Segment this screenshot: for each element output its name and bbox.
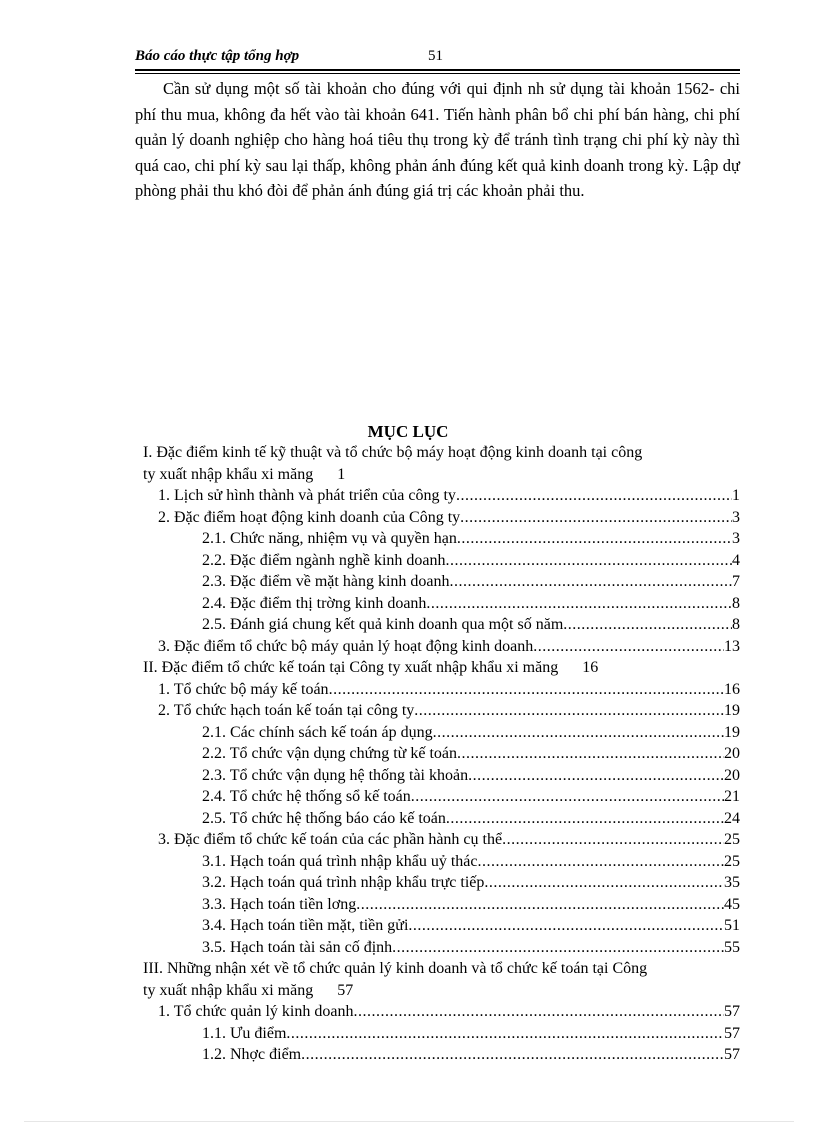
toc-entry-text: 2. Đặc điểm hoạt động kinh doanh của Công ty: [158, 508, 461, 526]
toc-leader: [502, 829, 724, 851]
toc-section-heading: I. Đặc điểm kinh tế kỹ thuật và tổ chức bộ máy hoạt động kinh doanh tại công: [143, 444, 643, 461]
toc-entry-page: 55: [724, 938, 740, 956]
toc-entry: [143, 829, 740, 851]
header-title: Báo cáo thực tập tổng hợp: [135, 48, 300, 64]
toc-section-page: 16: [582, 659, 599, 676]
toc-title: MỤC LỤC: [367, 422, 449, 441]
toc-entry-page: 19: [724, 723, 740, 741]
toc-leader: [392, 937, 724, 959]
toc-entry-page: 16: [724, 680, 740, 698]
toc-entry: [143, 937, 740, 959]
toc-entry: [143, 786, 740, 808]
toc-section-page: 57: [337, 981, 354, 999]
toc-entry-page: 57: [724, 1024, 740, 1042]
toc-leader: [329, 679, 724, 701]
toc-entry: [143, 593, 740, 615]
toc-entry-page: 25: [724, 852, 740, 870]
toc-leader: [426, 593, 732, 615]
toc-leader: [457, 743, 724, 765]
toc-entry-page: 8: [732, 594, 740, 612]
toc-entry-text: 1. Tổ chức quản lý kinh doanh: [158, 1003, 354, 1020]
toc-entry: [143, 722, 740, 744]
toc-section-heading: III. Những nhận xét về tổ chức quản lý kinh doanh và tổ chức kế toán tại Công: [143, 960, 648, 977]
toc-entry-text: 2.4. Tổ chức hệ thống sổ kế toán: [202, 788, 411, 805]
footer-rule: [24, 1121, 794, 1122]
toc-leader: [457, 528, 732, 550]
toc-entry: [143, 808, 740, 830]
toc-entry: [143, 614, 740, 636]
toc-entry-text: 2.1. Các chính sách kế toán áp dụng: [202, 723, 433, 741]
toc-entry-page: 8: [732, 616, 740, 633]
toc-leader: [414, 700, 724, 722]
toc-entry-text: 1. Tổ chức bộ máy kế toán: [158, 680, 329, 698]
toc-entry-page: 57: [724, 1046, 740, 1063]
toc-leader: [468, 765, 724, 787]
toc-entry: [143, 1023, 740, 1045]
toc-entry-text: 3.4. Hạch toán tiền mặt, tiền gửi: [202, 917, 409, 934]
toc-entry-page: 24: [724, 809, 740, 827]
toc-entry-page: 20: [724, 766, 740, 784]
toc-leader: [477, 851, 724, 873]
toc-entry-page: 35: [724, 874, 740, 891]
toc-leader: [286, 1023, 724, 1045]
toc-entry-page: 3: [732, 530, 740, 547]
toc-entry-page: 1: [732, 487, 740, 504]
toc-entry-text: 3.2. Hạch toán quá trình nhập khẩu trực tiếp: [202, 874, 485, 891]
toc-entry-text: 1. Lịch sử hình thành và phát triển của công ty: [158, 487, 456, 504]
toc-entry-page: 7: [732, 573, 740, 590]
toc-entry-text: 2.5. Tổ chức hệ thống báo cáo kế toán: [202, 809, 446, 827]
toc-entry-page: 3: [732, 508, 740, 526]
toc-entry: [143, 528, 740, 550]
toc-entry: [143, 485, 740, 507]
toc-entry: [143, 872, 740, 894]
toc-leader: [353, 1001, 724, 1023]
toc-leader: [408, 915, 724, 937]
toc-entry-text: 2.2. Tổ chức vận dụng chứng từ kế toán: [202, 745, 457, 762]
toc-section-heading-continued: [143, 464, 740, 486]
toc-entry-page: 57: [724, 1003, 740, 1020]
toc-entry: [143, 550, 740, 572]
toc-section-heading-continued: [143, 980, 740, 1002]
header-rule-thick: [135, 69, 740, 71]
toc-leader: [460, 507, 732, 529]
header-page-number: 51: [428, 48, 443, 64]
toc-section-heading-text: II. Đặc điểm tổ chức kế toán tại Công ty xuất nhập khẩu xi măng: [143, 659, 559, 676]
toc-entry: [143, 1044, 740, 1066]
toc-entry: [143, 1001, 740, 1023]
toc-entry-text: 2.5. Đánh giá chung kết quả kinh doanh qua một số năm: [202, 616, 564, 633]
toc-entry-page: 25: [724, 831, 740, 848]
toc-entry-text: 3.1. Hạch toán quá trình nhập khẩu uỷ thác: [202, 852, 478, 870]
toc-entry: [143, 679, 740, 701]
toc-entry-page: 51: [724, 917, 740, 934]
toc-section-heading-tail: ty xuất nhập khẩu xi măng: [143, 981, 314, 999]
table-of-contents: [143, 442, 740, 1066]
toc-entry-text: 2.1. Chức năng, nhiệm vụ và quyền hạn: [202, 530, 457, 547]
toc-entry-text: 3.3. Hạch toán tiền lơng: [202, 895, 357, 913]
toc-entry-text: 3.5. Hạch toán tài sản cố định: [202, 938, 393, 956]
toc-leader: [450, 571, 733, 593]
toc-entry-page: 19: [724, 702, 740, 719]
toc-leader: [446, 550, 733, 572]
toc-entry-text: 1.1. Ưu điểm: [202, 1024, 287, 1042]
toc-entry-page: 45: [724, 895, 740, 913]
toc-entry: [143, 915, 740, 937]
header-rule-thin: [135, 73, 740, 74]
body-paragraph: Cần sử dụng một số tài khoản cho đúng với qui định nh sử dụng tài khoản 1562- chi phí thu mua, không đa hết vào tài khoản 641. Tiến hành phân bổ chi phí bán hàng, chi phí quản lý doanh nghiệp cho hàng hoá tiêu thụ trong kỳ để tránh tình trạng chi phí kỳ này thì quá cao, chi phí kỳ sau lại thấp, không phản ánh đúng kết quả kinh doanh trong kỳ. Lập dự phòng phải thu khó đòi để phản ánh đúng giá trị các khoản phải thu.: [135, 79, 740, 201]
toc-entry-text: 2. Tổ chức hạch toán kế toán tại công ty: [158, 702, 415, 719]
toc-entry: [143, 700, 740, 722]
toc-leader: [456, 485, 732, 507]
toc-entry-page: 13: [724, 637, 740, 655]
toc-entry-page: 20: [724, 745, 740, 762]
toc-entry-page: 21: [724, 788, 740, 805]
toc-entry: [143, 507, 740, 529]
toc-entry: [143, 636, 740, 658]
toc-entry-text: 2.3. Tổ chức vận dụng hệ thống tài khoản: [202, 766, 469, 784]
toc-entry-text: 2.2. Đặc điểm ngành nghề kinh doanh: [202, 551, 446, 569]
toc-entry: [143, 765, 740, 787]
toc-leader: [563, 614, 732, 636]
toc-entry-text: 1.2. Nhợc điểm: [202, 1046, 302, 1063]
toc-entry-text: 3. Đặc điểm tổ chức kế toán của các phần hành cụ thể: [158, 831, 503, 848]
toc-leader: [411, 786, 724, 808]
toc-section-heading-tail: ty xuất nhập khẩu xi măng: [143, 465, 314, 483]
toc-leader: [484, 872, 724, 894]
toc-entry-text: 3. Đặc điểm tổ chức bộ máy quản lý hoạt động kinh doanh: [158, 637, 534, 655]
toc-entry: [143, 851, 740, 873]
toc-entry: [143, 894, 740, 916]
toc-section-page: 1: [337, 465, 346, 483]
toc-leader: [356, 894, 724, 916]
toc-leader: [301, 1044, 724, 1066]
toc-entry: [143, 743, 740, 765]
toc-entry-text: 2.3. Đặc điểm về mặt hàng kinh doanh: [202, 573, 450, 590]
toc-entry: [143, 571, 740, 593]
toc-entry-page: 4: [732, 551, 740, 569]
toc-entry-text: 2.4. Đặc điểm thị trờng kinh doanh: [202, 594, 427, 612]
toc-leader: [446, 808, 724, 830]
toc-leader: [433, 722, 724, 744]
toc-section-heading: [143, 657, 740, 679]
toc-leader: [533, 636, 724, 658]
